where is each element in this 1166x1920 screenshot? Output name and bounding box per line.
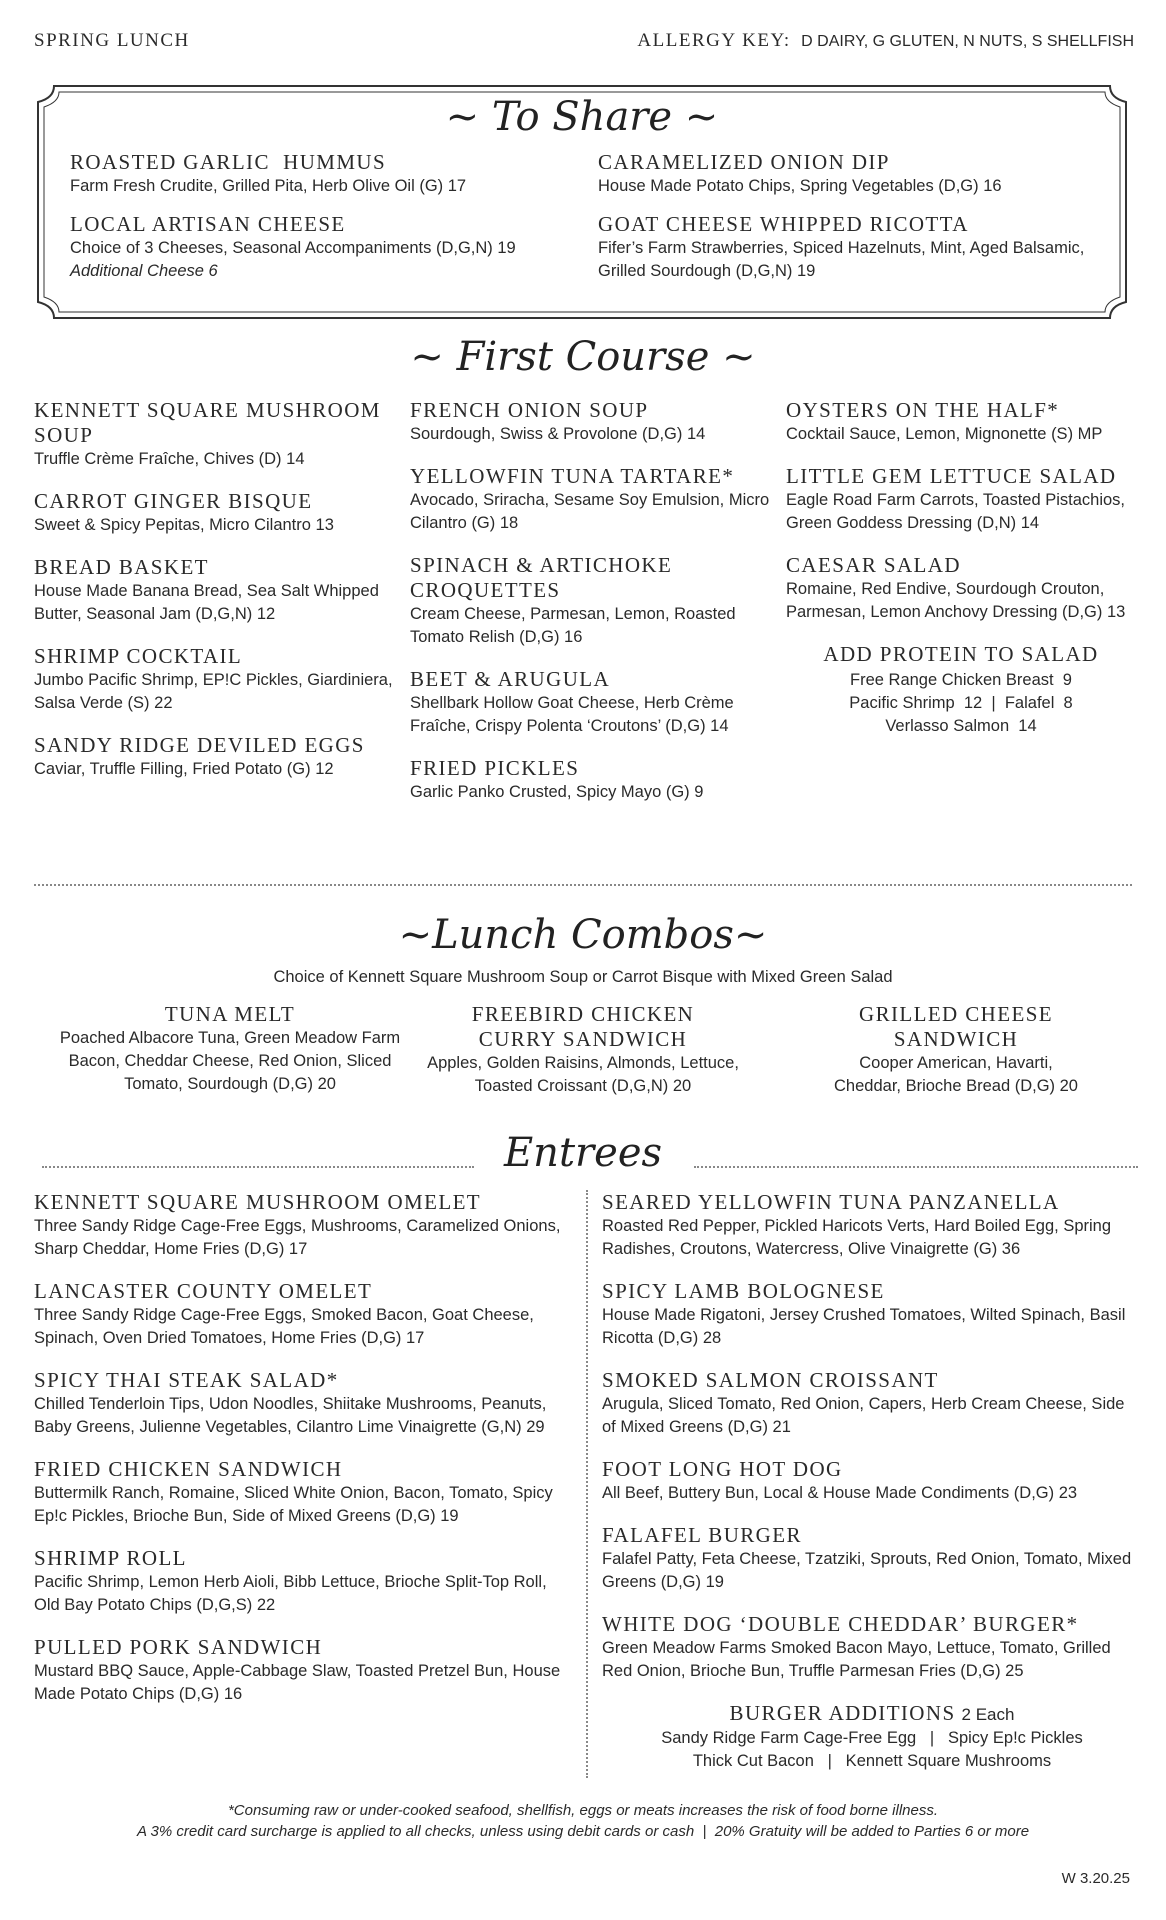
menu-item-description: Sourdough, Swiss & Provolone (D,G) 14 bbox=[410, 425, 706, 443]
menu-item-name: SEARED YELLOWFIN TUNA PANZANELLA bbox=[602, 1190, 1060, 1214]
menu-item-description: Apples, Golden Raisins, Almonds, Lettuce, Toasted Croissant (D,G,N) 20 bbox=[427, 1054, 739, 1095]
burger-additions-line: Thick Cut Bacon | Kennett Square Mushrooms bbox=[692, 1752, 1052, 1770]
add-protein-line: Pacific Shrimp 12 | Falafel 8 bbox=[849, 694, 1073, 712]
menu-item-name: FALAFEL BURGER bbox=[602, 1523, 802, 1547]
section-divider bbox=[34, 884, 1132, 886]
menu-item-name: SMOKED SALMON CROISSANT bbox=[602, 1368, 939, 1392]
lunch-combos-subtitle: Choice of Kennett Square Mushroom Soup or Carrot Bisque with Mixed Green Salad bbox=[273, 968, 893, 986]
menu-item-description: Three Sandy Ridge Cage-Free Eggs, Smoked Bacon, Goat Cheese, Spinach, Oven Dried Tomatoes, Home Fries (D,G) 17 bbox=[34, 1306, 534, 1347]
first-course-column-1 bbox=[34, 398, 394, 799]
menu-item-description: Poached Albacore Tuna, Green Meadow Farm Bacon, Cheddar Cheese, Red Onion, Sliced Tomato, Sourdough (D,G) 20 bbox=[59, 1029, 401, 1093]
to-share-right-column bbox=[598, 150, 1098, 297]
menu-item-name: ROASTED GARLIC HUMMUS bbox=[70, 150, 387, 174]
add-protein-block bbox=[786, 642, 1136, 738]
menu-item bbox=[410, 464, 770, 535]
to-share-section bbox=[36, 84, 1128, 320]
menu-item-name: KENNETT SQUARE MUSHROOM OMELET bbox=[34, 1190, 482, 1214]
menu-item bbox=[598, 212, 1098, 283]
burger-additions-line: Sandy Ridge Farm Cage-Free Egg | Spicy Ep!c Pickles bbox=[661, 1729, 1083, 1747]
menu-item-name: SPICY THAI STEAK SALAD* bbox=[34, 1368, 339, 1392]
menu-item bbox=[602, 1457, 1142, 1505]
menu-item-description: Falafel Patty, Feta Cheese, Tzatziki, Sprouts, Red Onion, Tomato, Mixed Greens (D,G) 19 bbox=[602, 1550, 1132, 1591]
menu-item-name: CARROT GINGER BISQUE bbox=[34, 489, 313, 513]
menu-item-description: House Made Potato Chips, Spring Vegetables (D,G) 16 bbox=[598, 177, 1002, 195]
burger-additions-price: 2 Each bbox=[961, 1705, 1015, 1724]
menu-item bbox=[410, 756, 770, 804]
menu-item-name: SPICY LAMB BOLOGNESE bbox=[602, 1279, 885, 1303]
menu-item-description: Three Sandy Ridge Cage-Free Eggs, Mushrooms, Caramelized Onions, Sharp Cheddar, Home Fries (D,G) 17 bbox=[34, 1217, 561, 1258]
menu-item bbox=[34, 1635, 574, 1706]
menu-item bbox=[34, 733, 394, 781]
burger-additions-title: BURGER ADDITIONS bbox=[729, 1701, 956, 1725]
menu-item-name: BREAD BASKET bbox=[34, 555, 209, 579]
menu-item-description: Buttermilk Ranch, Romaine, Sliced White Onion, Bacon, Tomato, Spicy Ep!c Pickles, Brioche Bun, Side of Mixed Greens (D,G) 19 bbox=[34, 1484, 553, 1525]
menu-item-name: LOCAL ARTISAN CHEESE bbox=[70, 212, 346, 236]
menu-item-description: Garlic Panko Crusted, Spicy Mayo (G) 9 bbox=[410, 783, 704, 801]
menu-item bbox=[410, 553, 770, 649]
menu-item bbox=[786, 553, 1136, 624]
add-protein-line: Verlasso Salmon 14 bbox=[885, 717, 1037, 735]
menu-item-description: Cocktail Sauce, Lemon, Mignonette (S) MP bbox=[786, 425, 1103, 443]
allergy-key-label: ALLERGY KEY: bbox=[637, 30, 791, 51]
combo-item bbox=[50, 1002, 410, 1096]
menu-item bbox=[34, 1279, 574, 1350]
menu-item-description: Roasted Red Pepper, Pickled Haricots Verts, Hard Boiled Egg, Spring Radishes, Croutons, Watercress, Olive Vinaigrette (G) 36 bbox=[602, 1217, 1112, 1258]
menu-item-description: Avocado, Sriracha, Sesame Soy Emulsion, Micro Cilantro (G) 18 bbox=[410, 491, 770, 532]
menu-item bbox=[598, 150, 1098, 198]
add-protein-line: Free Range Chicken Breast 9 bbox=[850, 671, 1072, 689]
menu-item bbox=[410, 398, 770, 446]
menu-item-name: TUNA MELT bbox=[164, 1002, 296, 1026]
menu-item-name: CAESAR SALAD bbox=[786, 553, 961, 577]
lunch-combos-title: ~Lunch Combos~ bbox=[398, 912, 768, 958]
menu-item-description: Fifer’s Farm Strawberries, Spiced Hazelnuts, Mint, Aged Balsamic, Grilled Sourdough (D,G,N) 19 bbox=[598, 239, 1085, 280]
menu-item bbox=[602, 1368, 1142, 1439]
menu-item-description: Sweet & Spicy Pepitas, Micro Cilantro 13 bbox=[34, 516, 334, 534]
combo-item bbox=[403, 1002, 763, 1098]
menu-item-description: House Made Rigatoni, Jersey Crushed Tomatoes, Wilted Spinach, Basil Ricotta (D,G) 28 bbox=[602, 1306, 1126, 1347]
first-course-column-3 bbox=[786, 398, 1136, 738]
menu-item-name: BEET & ARUGULA bbox=[410, 667, 611, 691]
menu-name: SPRING LUNCH bbox=[34, 30, 190, 51]
menu-item bbox=[410, 667, 770, 738]
menu-item bbox=[602, 1523, 1142, 1594]
menu-item-name: SHRIMP ROLL bbox=[34, 1546, 187, 1570]
menu-item-description: Arugula, Sliced Tomato, Red Onion, Capers, Herb Cream Cheese, Side of Mixed Greens (D,G) 21 bbox=[602, 1395, 1125, 1436]
menu-item-description: Mustard BBQ Sauce, Apple-Cabbage Slaw, Toasted Pretzel Bun, House Made Potato Chips (D,G) 16 bbox=[34, 1662, 561, 1703]
menu-version: W 3.20.25 bbox=[1061, 1870, 1130, 1887]
to-share-title: ~ To Share ~ bbox=[445, 94, 719, 140]
allergy-key-codes: D DAIRY, G GLUTEN, N NUTS, S SHELLFISH bbox=[801, 33, 1134, 50]
to-share-left-column bbox=[70, 150, 570, 297]
menu-item bbox=[34, 1190, 574, 1261]
menu-item bbox=[34, 644, 394, 715]
menu-item-name: PULLED PORK SANDWICH bbox=[34, 1635, 323, 1659]
menu-item bbox=[34, 1546, 574, 1617]
menu-item-description: Cooper American, Havarti, Cheddar, Brioche Bread (D,G) 20 bbox=[834, 1054, 1078, 1095]
menu-item-name: FRENCH ONION SOUP bbox=[410, 398, 649, 422]
menu-item-name: WHITE DOG ‘DOUBLE CHEDDAR’ BURGER* bbox=[602, 1612, 1079, 1636]
menu-item-description: Choice of 3 Cheeses, Seasonal Accompaniments (D,G,N) 19 bbox=[70, 239, 516, 257]
menu-item-description: Cream Cheese, Parmesan, Lemon, Roasted Tomato Relish (D,G) 16 bbox=[410, 605, 736, 646]
add-protein-title: ADD PROTEIN TO SALAD bbox=[823, 642, 1099, 666]
menu-item-name: GRILLED CHEESE SANDWICH bbox=[859, 1002, 1053, 1051]
menu-item-description: Eagle Road Farm Carrots, Toasted Pistachios, Green Goddess Dressing (D,N) 14 bbox=[786, 491, 1126, 532]
menu-item bbox=[602, 1190, 1142, 1261]
menu-item-name: KENNETT SQUARE MUSHROOM SOUP bbox=[34, 398, 381, 447]
menu-item-extra: Additional Cheese 6 bbox=[70, 262, 218, 280]
menu-item-description: Shellbark Hollow Goat Cheese, Herb Crème Fraîche, Crispy Polenta ‘Croutons’ (D,G) 14 bbox=[410, 694, 734, 735]
menu-item-description: Green Meadow Farms Smoked Bacon Mayo, Lettuce, Tomato, Grilled Red Onion, Brioche Bun, Truffle Parmesan Fries (D,G) 25 bbox=[602, 1639, 1111, 1680]
menu-item-description: Caviar, Truffle Filling, Fried Potato (G) 12 bbox=[34, 760, 334, 778]
menu-item bbox=[70, 212, 570, 283]
menu-item-description: Jumbo Pacific Shrimp, EP!C Pickles, Giardiniera, Salsa Verde (S) 22 bbox=[34, 671, 393, 712]
menu-item-description: Farm Fresh Crudite, Grilled Pita, Herb Olive Oil (G) 17 bbox=[70, 177, 467, 195]
menu-item-name: FREEBIRD CHICKEN CURRY SANDWICH bbox=[471, 1002, 695, 1051]
footnote bbox=[0, 1800, 1166, 1842]
menu-item-name: FOOT LONG HOT DOG bbox=[602, 1457, 843, 1481]
menu-item bbox=[34, 555, 394, 626]
menu-item-name: SPINACH & ARTICHOKE CROQUETTES bbox=[410, 553, 673, 602]
burger-additions-heading bbox=[602, 1701, 1142, 1727]
menu-item bbox=[34, 398, 394, 471]
menu-item-name: LANCASTER COUNTY OMELET bbox=[34, 1279, 373, 1303]
menu-item-description: Truffle Crème Fraîche, Chives (D) 14 bbox=[34, 450, 305, 468]
entrees-title: Entrees bbox=[503, 1130, 663, 1176]
menu-item-description: House Made Banana Bread, Sea Salt Whipped Butter, Seasonal Jam (D,G,N) 12 bbox=[34, 582, 379, 623]
menu-item-name: YELLOWFIN TUNA TARTARE* bbox=[410, 464, 735, 488]
first-course-column-2 bbox=[410, 398, 770, 822]
first-course-title: ~ First Course ~ bbox=[410, 334, 756, 380]
allergy-key bbox=[637, 30, 1134, 52]
menu-item bbox=[34, 489, 394, 537]
menu-item-description: All Beef, Buttery Bun, Local & House Made Condiments (D,G) 23 bbox=[602, 1484, 1078, 1502]
menu-item-description: Pacific Shrimp, Lemon Herb Aioli, Bibb Lettuce, Brioche Split-Top Roll, Old Bay Potato Chips (D,G,S) 22 bbox=[34, 1573, 547, 1614]
menu-item-description: Chilled Tenderloin Tips, Udon Noodles, Shiitake Mushrooms, Peanuts, Baby Greens, Julienne Vegetables, Cilantro Lime Vinaigrette (G,N) 29 bbox=[34, 1395, 547, 1436]
burger-additions-block bbox=[602, 1701, 1142, 1773]
menu-item-name: SANDY RIDGE DEVILED EGGS bbox=[34, 733, 365, 757]
menu-item-name: FRIED PICKLES bbox=[410, 756, 580, 780]
menu-item-name: SHRIMP COCKTAIL bbox=[34, 644, 243, 668]
menu-item-name: CARAMELIZED ONION DIP bbox=[598, 150, 890, 174]
entrees-right-column bbox=[602, 1190, 1142, 1773]
menu-item bbox=[34, 1368, 574, 1439]
menu-item bbox=[70, 150, 570, 198]
menu-item bbox=[786, 464, 1136, 535]
menu-item-name: LITTLE GEM LETTUCE SALAD bbox=[786, 464, 1117, 488]
menu-item bbox=[602, 1279, 1142, 1350]
menu-item bbox=[602, 1612, 1142, 1683]
footnote-health-warning: *Consuming raw or under-cooked seafood, shellfish, eggs or meats increases the risk of food borne illness. bbox=[227, 1802, 939, 1819]
menu-item bbox=[34, 1457, 574, 1528]
footnote-surcharge: A 3% credit card surcharge is applied to all checks, unless using debit cards or cash | 20% Gratuity will be added to Parties 6 or more bbox=[136, 1823, 1030, 1840]
entrees-left-column bbox=[34, 1190, 574, 1724]
combo-item bbox=[776, 1002, 1136, 1098]
menu-item-description: Romaine, Red Endive, Sourdough Crouton, Parmesan, Lemon Anchovy Dressing (D,G) 13 bbox=[786, 580, 1126, 621]
entrees-column-divider bbox=[586, 1190, 588, 1778]
menu-item-name: OYSTERS ON THE HALF* bbox=[786, 398, 1060, 422]
menu-item bbox=[786, 398, 1136, 446]
menu-item-name: GOAT CHEESE WHIPPED RICOTTA bbox=[598, 212, 969, 236]
menu-item-name: FRIED CHICKEN SANDWICH bbox=[34, 1457, 343, 1481]
